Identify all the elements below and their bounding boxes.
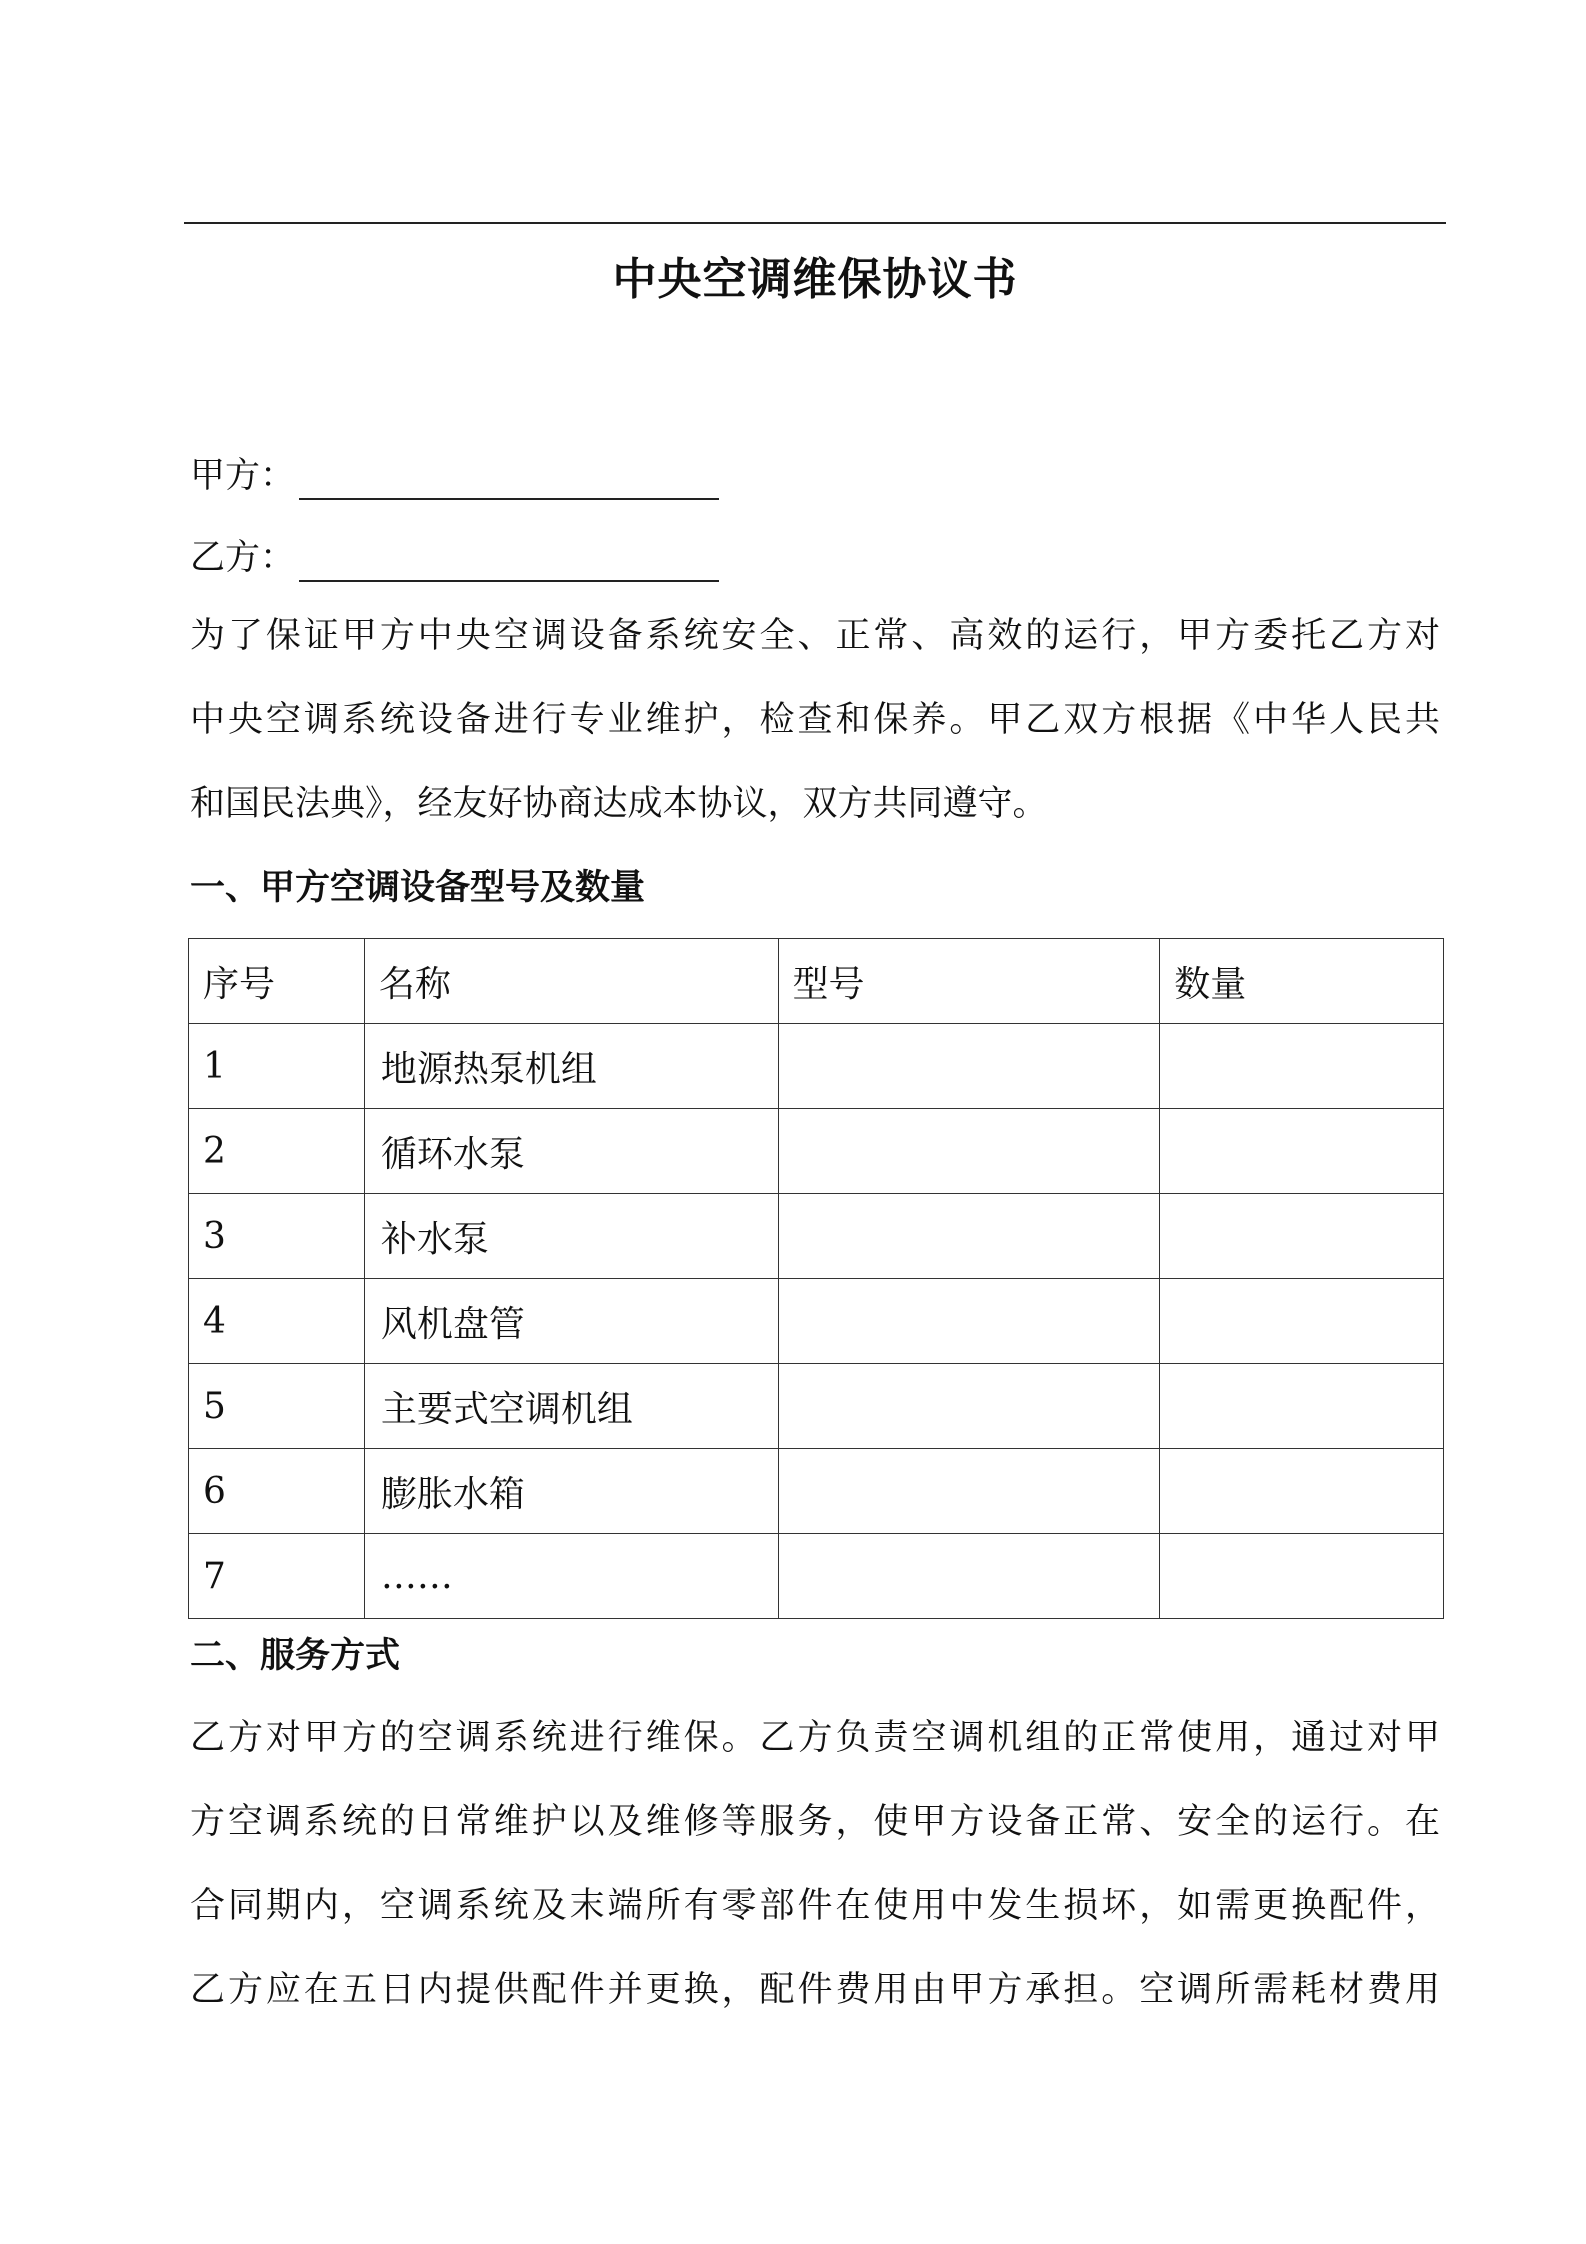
cell-no: 1 (189, 1024, 365, 1109)
cell-model (778, 1109, 1160, 1194)
service-paragraph (190, 1696, 1440, 2032)
intro-line: 为了保证甲方中央空调设备系统安全、正常、高效的运行，甲方委托乙方对 (190, 616, 1440, 656)
intro-paragraph (190, 594, 1440, 846)
party-b-line (190, 534, 719, 582)
intro-line: 和国民法典》，经友好协商达成本协议，双方共同遵守。 (190, 784, 1048, 824)
cell-model (778, 1449, 1160, 1534)
equipment-table (188, 938, 1444, 1619)
cell-no: 2 (189, 1109, 365, 1194)
cell-no: 5 (189, 1364, 365, 1449)
cell-name: 主要式空调机组 (364, 1364, 778, 1449)
cell-name: …… (364, 1534, 778, 1619)
cell-qty (1160, 1364, 1444, 1449)
column-header-qty: 数量 (1160, 939, 1444, 1024)
cell-model (778, 1024, 1160, 1109)
section2-heading: 二、服务方式 (190, 1636, 401, 1676)
cell-name: 风机盘管 (364, 1279, 778, 1364)
cell-no: 6 (189, 1449, 365, 1534)
table-header-row (189, 939, 1444, 1024)
cell-qty (1160, 1194, 1444, 1279)
cell-qty (1160, 1024, 1444, 1109)
table-row (189, 1364, 1444, 1449)
cell-model (778, 1534, 1160, 1619)
table-row (189, 1534, 1444, 1619)
party-b-label: 乙方： (190, 538, 296, 578)
table-row (189, 1194, 1444, 1279)
document-title: 中央空调维保协议书 (612, 254, 1018, 305)
intro-line: 中央空调系统设备进行专业维护，检查和保养。甲乙双方根据《中华人民共 (190, 700, 1440, 740)
party-b-blank[interactable] (299, 540, 719, 582)
party-a-blank[interactable] (299, 458, 719, 500)
column-header-no: 序号 (189, 939, 365, 1024)
cell-model (778, 1364, 1160, 1449)
section1-heading: 一、甲方空调设备型号及数量 (190, 868, 646, 908)
cell-name: 补水泵 (364, 1194, 778, 1279)
cell-no: 3 (189, 1194, 365, 1279)
service-line: 方空调系统的日常维护以及维修等服务，使甲方设备正常、安全的运行。在 (190, 1802, 1440, 1842)
column-header-name: 名称 (364, 939, 778, 1024)
header-rule (184, 222, 1446, 224)
service-line: 乙方对甲方的空调系统进行维保。乙方负责空调机组的正常使用，通过对甲 (190, 1718, 1440, 1758)
cell-qty (1160, 1279, 1444, 1364)
cell-name: 膨胀水箱 (364, 1449, 778, 1534)
table-row (189, 1449, 1444, 1534)
party-a-line (190, 452, 719, 500)
party-a-label: 甲方： (190, 456, 296, 496)
column-header-model: 型号 (778, 939, 1160, 1024)
cell-name: 循环水泵 (364, 1109, 778, 1194)
cell-no: 7 (189, 1534, 365, 1619)
cell-model (778, 1194, 1160, 1279)
cell-no: 4 (189, 1279, 365, 1364)
cell-qty (1160, 1449, 1444, 1534)
service-line: 乙方应在五日内提供配件并更换，配件费用由甲方承担。空调所需耗材费用 (190, 1970, 1440, 2010)
cell-qty (1160, 1534, 1444, 1619)
table-row (189, 1109, 1444, 1194)
cell-name: 地源热泵机组 (364, 1024, 778, 1109)
service-line: 合同期内，空调系统及末端所有零部件在使用中发生损坏，如需更换配件， (190, 1886, 1440, 1926)
table-row (189, 1024, 1444, 1109)
cell-qty (1160, 1109, 1444, 1194)
cell-model (778, 1279, 1160, 1364)
table-row (189, 1279, 1444, 1364)
